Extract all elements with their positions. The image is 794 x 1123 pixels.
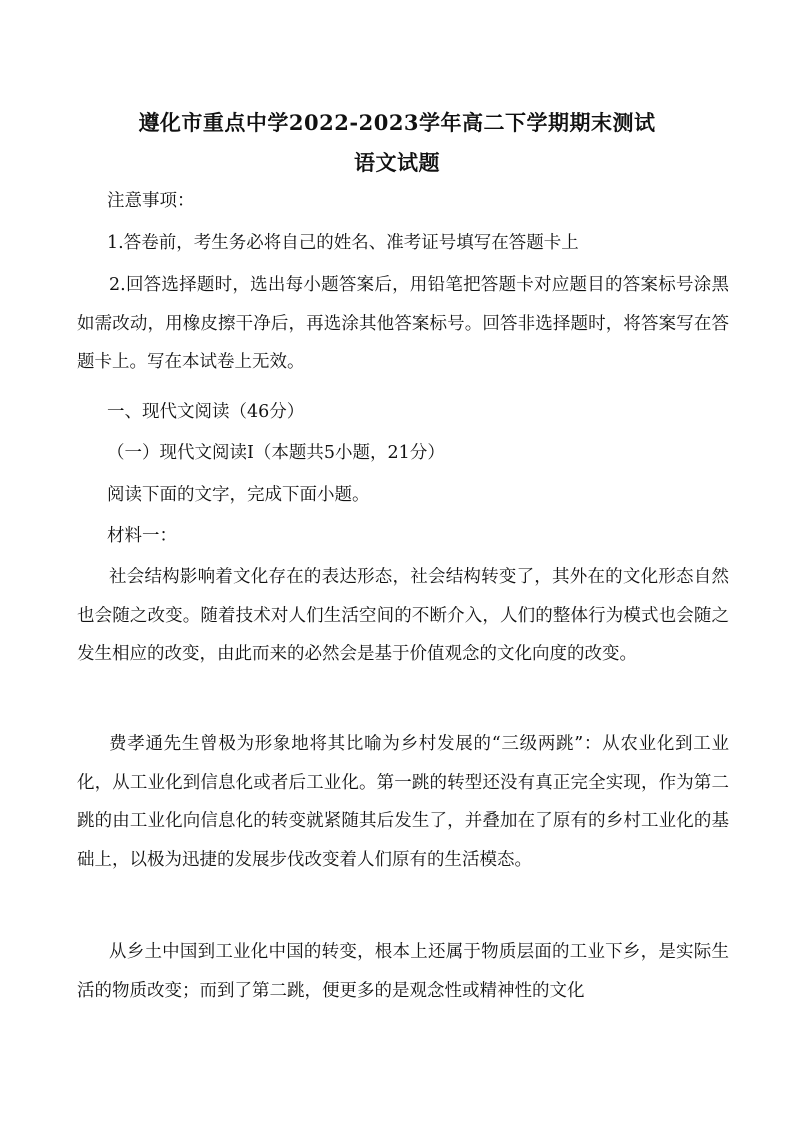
notice-item-2: 2.回答选择题时，选出每小题答案后，用铅笔把答题卡对应题目的答案标号涂黑如需改动，用橡皮擦干净后，再选涂其他答案标号。回答非选择题时，将答案写在答题卡上。写在本试卷上无效。: [77, 275, 729, 372]
notice-heading: 注意事项：: [107, 191, 195, 211]
section-heading: 一、现代文阅读（46分）: [107, 402, 305, 422]
document-title: 遵化市重点中学2022-2023学年高二下学期期末测试: [138, 110, 656, 135]
paragraph-3: 从乡土中国到工业化中国的转变，根本上还属于物质层面的工业下乡，是实际生活的物质改变；而到了第二跳，便更多的是观念性或精神性的文化: [77, 942, 729, 1001]
notice-item-1: 1.答卷前，考生务必将自己的姓名、准考证号填写在答题卡上: [107, 233, 579, 253]
material-label: 材料一：: [107, 526, 177, 546]
subsection-heading: （一）现代文阅读Ⅰ（本题共5小题，21分）: [107, 443, 445, 463]
paragraph-1: 社会结构影响着文化存在的表达形态，社会结构转变了，其外在的文化形态自然也会随之改变。随着技术对人们生活空间的不断介入，人们的整体行为模式也会随之发生相应的改变，由此而来的必然会是基于价值观念的文化向度的改变。: [77, 567, 729, 664]
reading-instruction: 阅读下面的文字，完成下面小题。: [107, 485, 370, 505]
document-subtitle: 语文试题: [354, 150, 440, 175]
paragraph-2: 费孝通先生曾极为形象地将其比喻为乡村发展的“三级两跳”：从农业化到工业化，从工业化到信息化或者后工业化。第一跳的转型还没有真正完全实现，作为第二跳的由工业化向信息化的转变就紧随其后发生了，并叠加在了原有的乡村工业化的基础上，以极为迅捷的发展步伐改变着人们原有的生活模态。: [77, 734, 729, 870]
